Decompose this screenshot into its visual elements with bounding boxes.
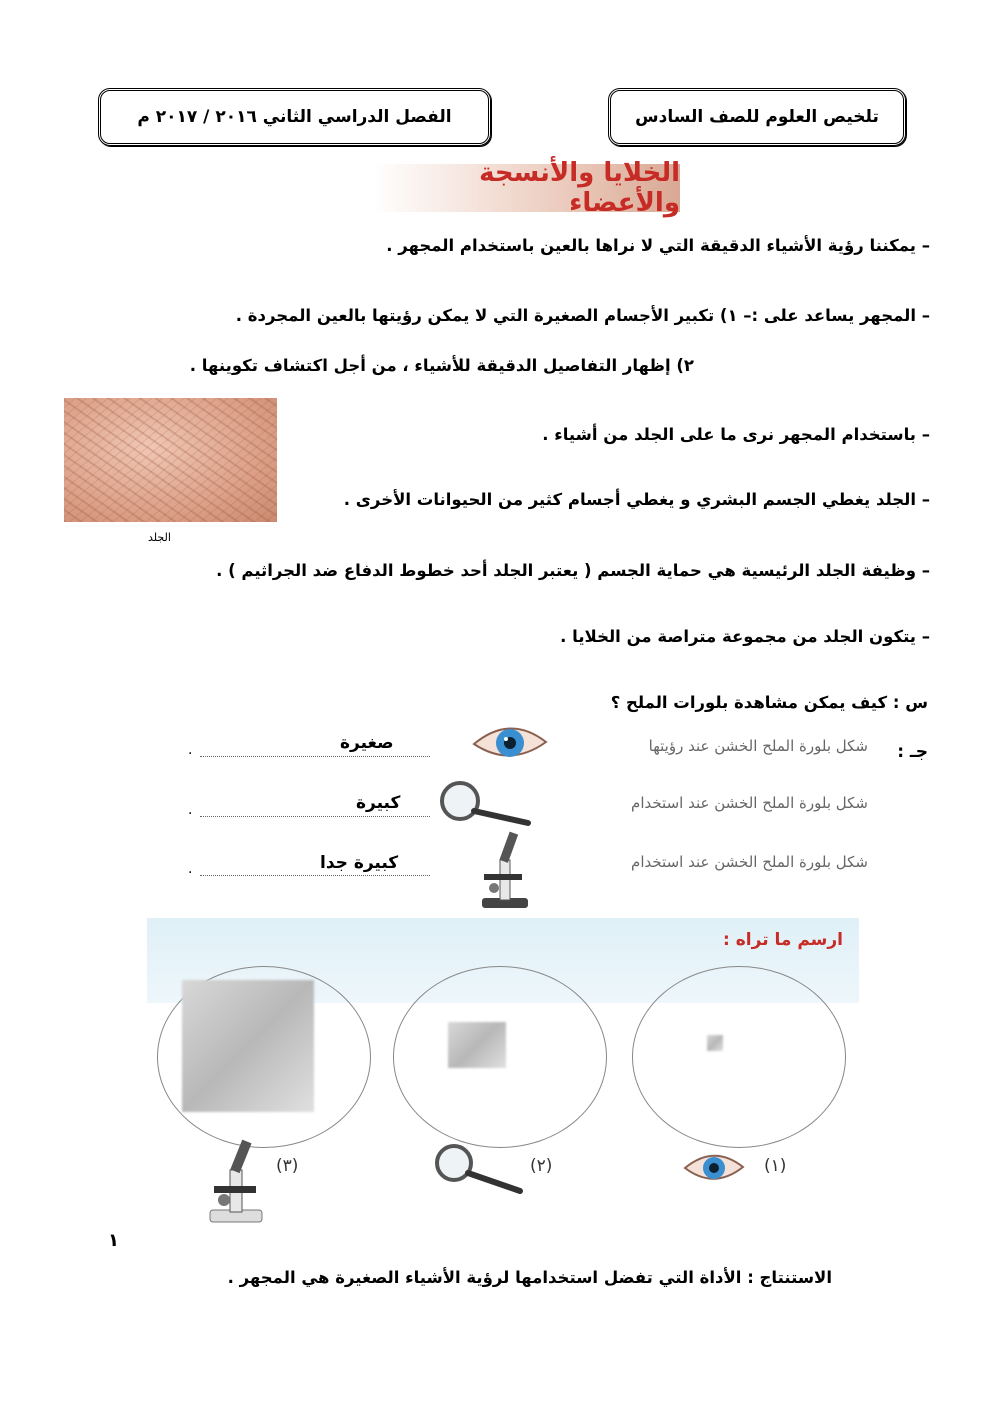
text-line-7: – يتكون الجلد من مجموعة متراصة من الخلايا . <box>560 627 930 646</box>
header-semester-text: الفصل الدراسي الثاني ٢٠١٦ / ٢٠١٧ م <box>137 107 452 127</box>
microscope-icon <box>206 1136 266 1226</box>
question-text: س : كيف يمكن مشاهدة بلورات الملح ؟ <box>610 693 928 712</box>
text-line-2: – المجهر يساعد على :– ١) تكبير الأجسام الصغيرة التي لا يمكن رؤيتها بالعين المجردة . <box>235 306 930 325</box>
draw-circle-1[interactable] <box>632 966 846 1148</box>
row-2-label: شكل بلورة الملح الخشن عند استخدام <box>631 794 868 812</box>
row-1-label: شكل بلورة الملح الخشن عند رؤيتها <box>648 737 868 755</box>
text-line-1: – يمكننا رؤية الأشياء الدقيقة التي لا نراها بالعين باستخدام المجهر . <box>386 236 930 255</box>
row-1-dots <box>200 756 430 757</box>
answer-prefix: جـ : <box>897 742 928 762</box>
row-2-dot-end: . <box>188 802 193 818</box>
row-3-dots <box>200 875 430 876</box>
row-3-dot-end: . <box>188 861 193 877</box>
lesson-title-text: الخلايا والأنسجة والأعضاء <box>479 158 680 218</box>
eye-icon <box>470 718 550 768</box>
lesson-title <box>374 158 680 218</box>
magnifier-icon <box>432 1141 526 1197</box>
text-line-3: ٢) إظهار التفاصيل الدقيقة للأشياء ، من أجل اكتشاف تكوينها . <box>189 356 694 375</box>
row-3-answer: كبيرة جدا <box>320 853 399 873</box>
conclusion-text: الاستنتاج : الأداة التي تفضل استخدامها لرؤية الأشياء الصغيرة هي المجهر . <box>227 1268 832 1287</box>
row-3-label: شكل بلورة الملح الخشن عند استخدام <box>631 853 868 871</box>
skin-image <box>64 398 277 522</box>
microscope-icon <box>474 828 534 910</box>
text-line-4: – باستخدام المجهر نرى ما على الجلد من أشياء . <box>542 425 930 444</box>
skin-caption: الجلد <box>148 531 171 544</box>
row-1-dot-end: . <box>188 742 193 758</box>
draw-label-2: (٢) <box>530 1156 553 1176</box>
draw-label-3: (٣) <box>276 1156 299 1176</box>
eye-icon <box>682 1146 746 1190</box>
header-subject-box <box>608 88 906 146</box>
text-line-5: – الجلد يغطي الجسم البشري و يغطي أجسام كثير من الحيوانات الأخرى . <box>343 490 930 509</box>
row-1-answer: صغيرة <box>340 733 394 753</box>
text-line-6: – وظيفة الجلد الرئيسية هي حماية الجسم ( يعتبر الجلد أحد خطوط الدفاع ضد الجراثيم ) . <box>216 561 930 580</box>
header-subject-text: تلخيص العلوم للصف السادس <box>635 107 879 127</box>
row-2-answer: كبيرة <box>356 793 401 813</box>
header-semester-box <box>98 88 491 146</box>
row-2-dots <box>200 816 430 817</box>
draw-label-1: (١) <box>764 1156 787 1176</box>
magnifier-icon <box>436 779 536 829</box>
draw-panel-title: ارسم ما تراه : <box>723 930 843 950</box>
crystal-image-large <box>182 980 314 1112</box>
crystal-image-small <box>707 1035 723 1051</box>
page-number: ١ <box>108 1230 119 1251</box>
crystal-image-medium <box>448 1022 506 1068</box>
